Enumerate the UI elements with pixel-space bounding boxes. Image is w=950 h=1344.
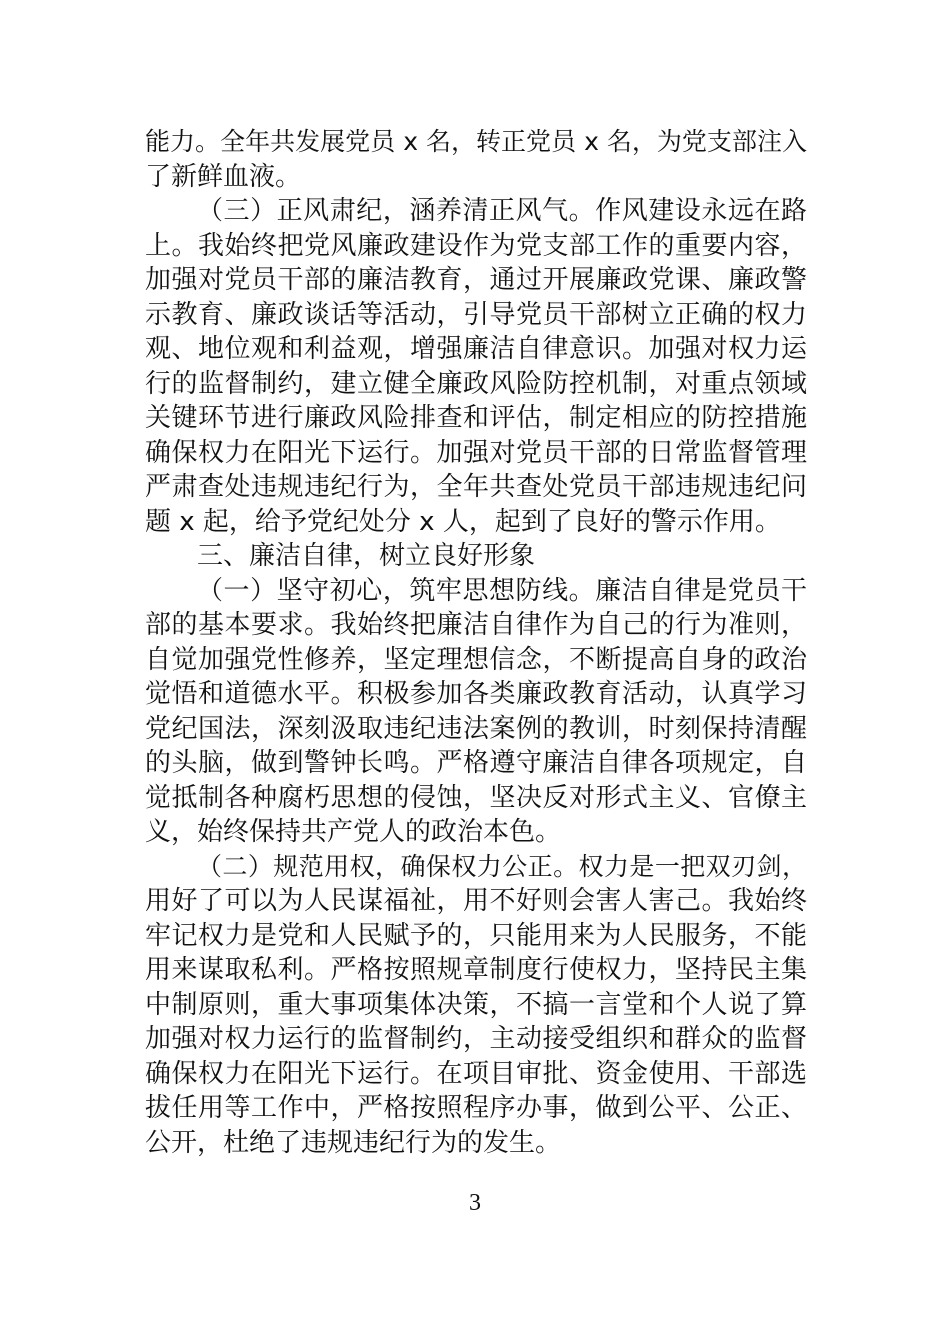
text-line: （一）坚守初心，筑牢思想防线。廉洁自律是党员干: [197, 575, 807, 606]
text-line: （三）正风肃纪，涵养清正风气。作风建设永远在路: [197, 196, 807, 226]
text-line: 能力。全年共发展党员 x 名，转正党员 x 名，为党支部注入: [145, 127, 807, 156]
body-text: [145, 125, 807, 1160]
text-line: 三、廉洁自律，树立良好形象: [197, 541, 536, 571]
text-line: 拔任用等工作中，严格按照程序办事，做到公平、公正、: [145, 1093, 807, 1123]
text-line: 的头脑，做到警钟长鸣。严格遵守廉洁自律各项规定，自: [145, 748, 807, 778]
text-line: 用来谋取私利。严格按照规章制度行使权力，坚持民主集: [145, 955, 807, 985]
text-line: 确保权力在阳光下运行。在项目审批、资金使用、干部选: [145, 1058, 807, 1089]
text-line: 义，始终保持共产党人的政治本色。: [145, 817, 562, 847]
text-line: 关键环节进行廉政风险排查和评估，制定相应的防控措施: [145, 403, 807, 433]
text-line: 中制原则，重大事项集体决策，不搞一言堂和个人说了算: [145, 989, 807, 1020]
text-line: 题 x 起，给予党纪处分 x 人，起到了良好的警示作用。: [145, 506, 781, 537]
text-line: 示教育、廉政谈话等活动，引导党员干部树立正确的权力: [145, 299, 807, 330]
text-line: 确保权力在阳光下运行。加强对党员干部的日常监督管理: [145, 437, 807, 468]
text-line: 觉悟和道德水平。积极参加各类廉政教育活动，认真学习: [145, 679, 807, 709]
text-line: 上。我始终把党风廉政建设作为党支部工作的重要内容，: [145, 230, 807, 261]
text-line: 自觉加强党性修养，坚定理想信念，不断提高自身的政治: [145, 644, 807, 675]
page-number: 3: [469, 1190, 481, 1216]
text-line: 加强对党员干部的廉洁教育，通过开展廉政党课、廉政警: [145, 265, 807, 295]
text-line: 行的监督制约，建立健全廉政风险防控机制，对重点领域: [145, 368, 807, 399]
text-line: （二）规范用权，确保权力公正。权力是一把双刃剑，: [197, 851, 807, 881]
text-line: 部的基本要求。我始终把廉洁自律作为自己的行为准则，: [145, 610, 807, 640]
text-line: 公开，杜绝了违规违纪行为的发生。: [145, 1127, 562, 1158]
text-line: 严肃查处违规违纪行为，全年共查处党员干部违规违纪问: [145, 472, 807, 502]
text-line: 觉抵制各种腐朽思想的侵蚀，坚决反对形式主义、官僚主: [145, 782, 807, 813]
text-line: 用好了可以为人民谋福祉，用不好则会害人害己。我始终: [145, 886, 807, 916]
text-line: 了新鲜血液。: [145, 161, 302, 192]
text-line: 观、地位观和利益观，增强廉洁自律意识。加强对权力运: [145, 334, 807, 364]
text-line: 党纪国法，深刻汲取违纪违法案例的教训，时刻保持清醒: [145, 713, 807, 744]
text-line: 牢记权力是党和人民赋予的，只能用来为人民服务，不能: [145, 920, 807, 951]
text-line: 加强对权力运行的监督制约，主动接受组织和群众的监督: [145, 1024, 807, 1054]
